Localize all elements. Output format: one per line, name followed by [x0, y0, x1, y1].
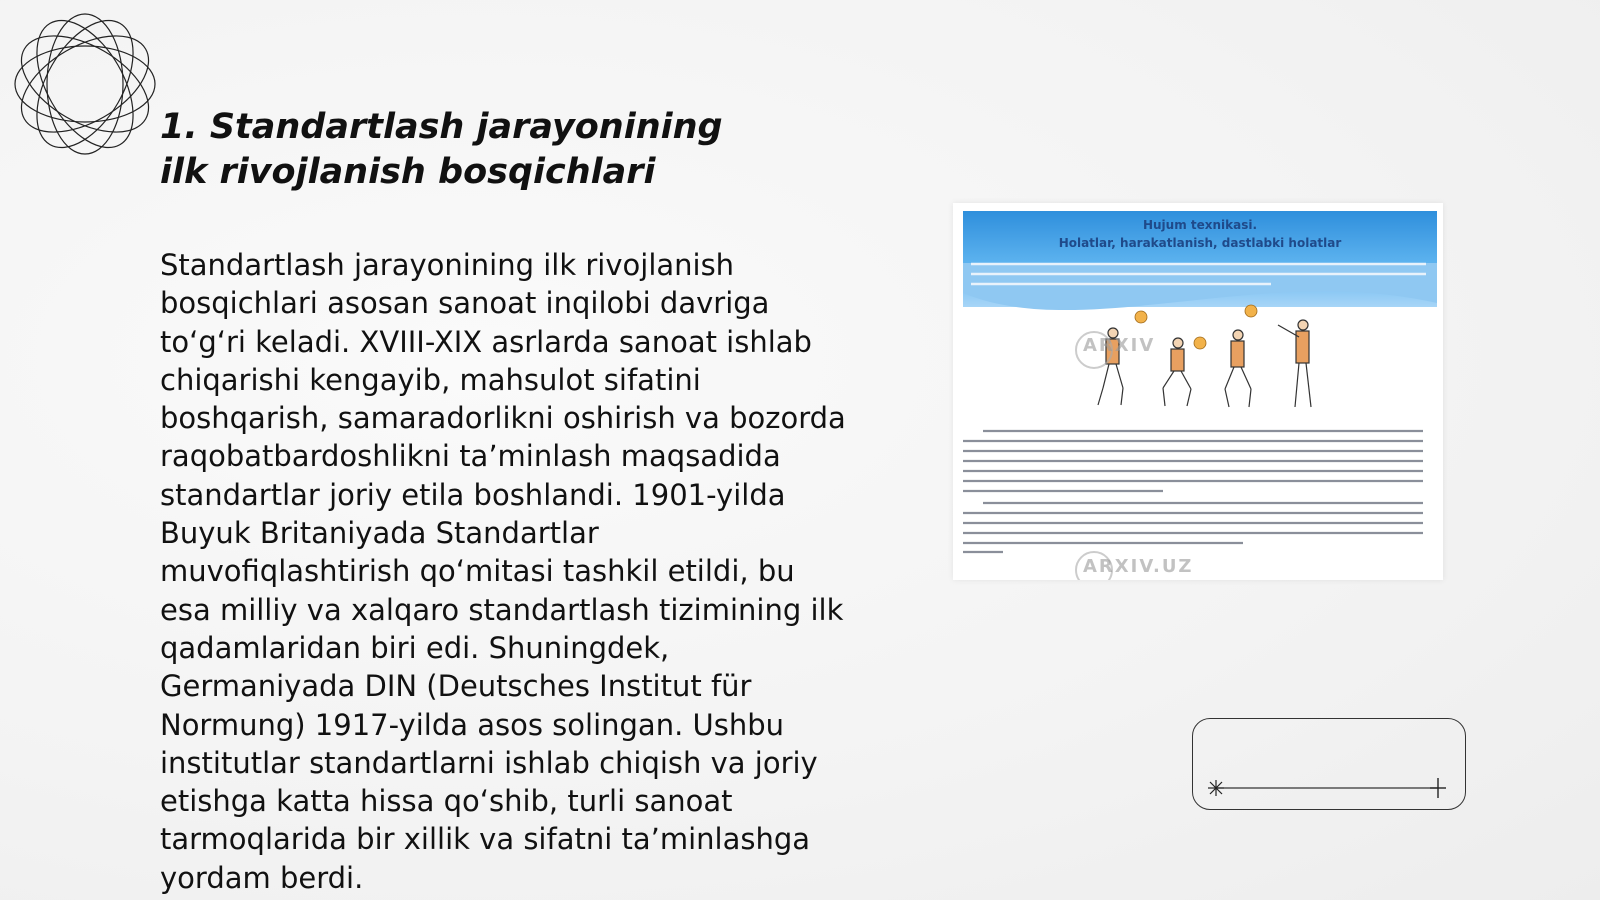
sparkle-icon	[1208, 780, 1224, 796]
image-title-line1: Hujum texnikasi.	[1142, 218, 1258, 232]
slide-body-text: Standartlash jarayonining ilk rivojlanish bosqichlari asosan sanoat inqilobi davriga to‘g‘ri keladi. XVIII-XIX asrlarda sanoat ishlab chiqarishi kengayib, mahsulot sifatini boshqarish, samaradorlikni oshirish va bozorda raqobatbardoshlikni ta’minlash maqsadida standartlar joriy etila boshlandi. 1901-yilda Buyuk Britaniyada Standartlar muvofiqlashtirish qo‘mitasi tashkil etildi, bu esa milliy va xalqaro standartlash tizimining ilk qadamlaridan biri edi. Shuningdek, Germaniyada DIN (Deutsches Institut für Normung) 1917-yilda asos solingan. Ushbu institutlar standartlarni ishlab chiqish va joriy etishga katta hissa qo‘shib, turli sanoat tarmoqlarida bir xillik va sifatni ta’minlashga yordam berdi.	[160, 248, 846, 895]
image-paragraph-text	[963, 425, 1437, 555]
image-fine-text	[971, 258, 1426, 290]
decorative-slider-track	[1192, 718, 1464, 808]
slide-title: 1. Standartlash jarayonining ilk rivojlanish bosqichlari	[160, 107, 723, 192]
textbook-image	[953, 203, 1443, 580]
image-title-line2: Holatlar, harakatlanish, dastlabki holatlar	[1058, 236, 1342, 250]
image-watermark-top: ARXIV	[1083, 335, 1156, 356]
plus-icon	[1430, 778, 1446, 798]
circular-rings-logo-icon	[10, 10, 160, 158]
image-watermark-bottom: ARXIV.UZ	[1083, 556, 1194, 577]
